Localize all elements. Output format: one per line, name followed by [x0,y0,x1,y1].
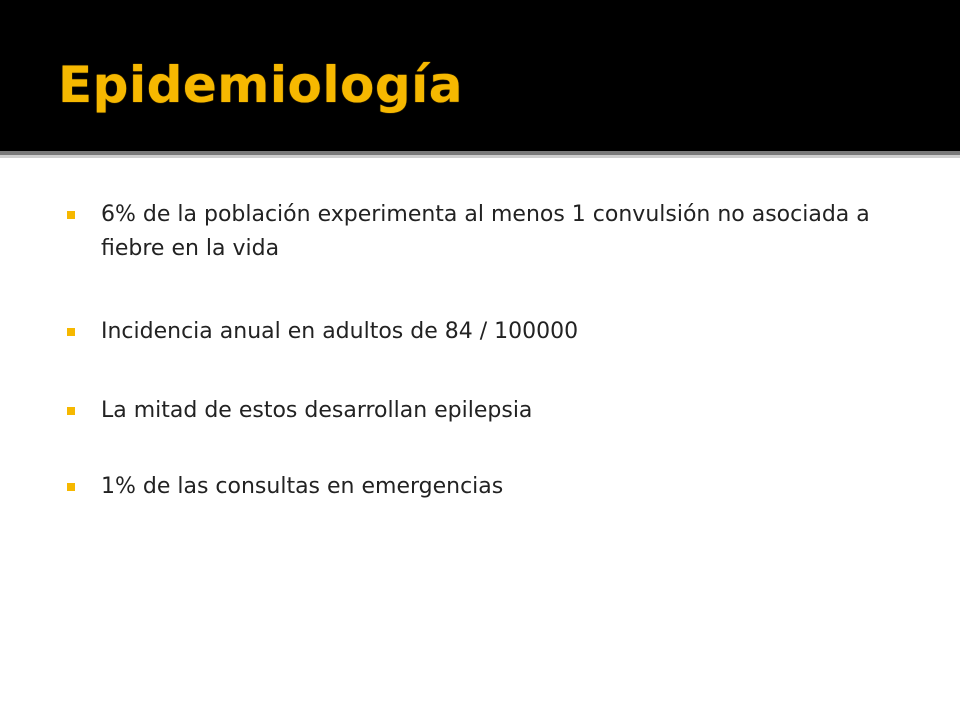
slide-title: Epidemiología [58,56,464,114]
square-bullet-icon [67,328,75,336]
bullet-text: 6% de la población experimenta al menos 1 convulsión no asociada a fiebre en la vida [101,202,870,261]
bullet-text: 1% de las consultas en emergencias [101,474,504,499]
bullet-text: Incidencia anual en adultos de 84 / 100000 [101,319,579,344]
title-divider-shadow [0,155,960,158]
title-bar [0,0,960,151]
bullet-text: La mitad de estos desarrollan epilepsia [101,398,533,423]
square-bullet-icon [67,211,75,219]
square-bullet-icon [67,483,75,491]
square-bullet-icon [67,407,75,415]
